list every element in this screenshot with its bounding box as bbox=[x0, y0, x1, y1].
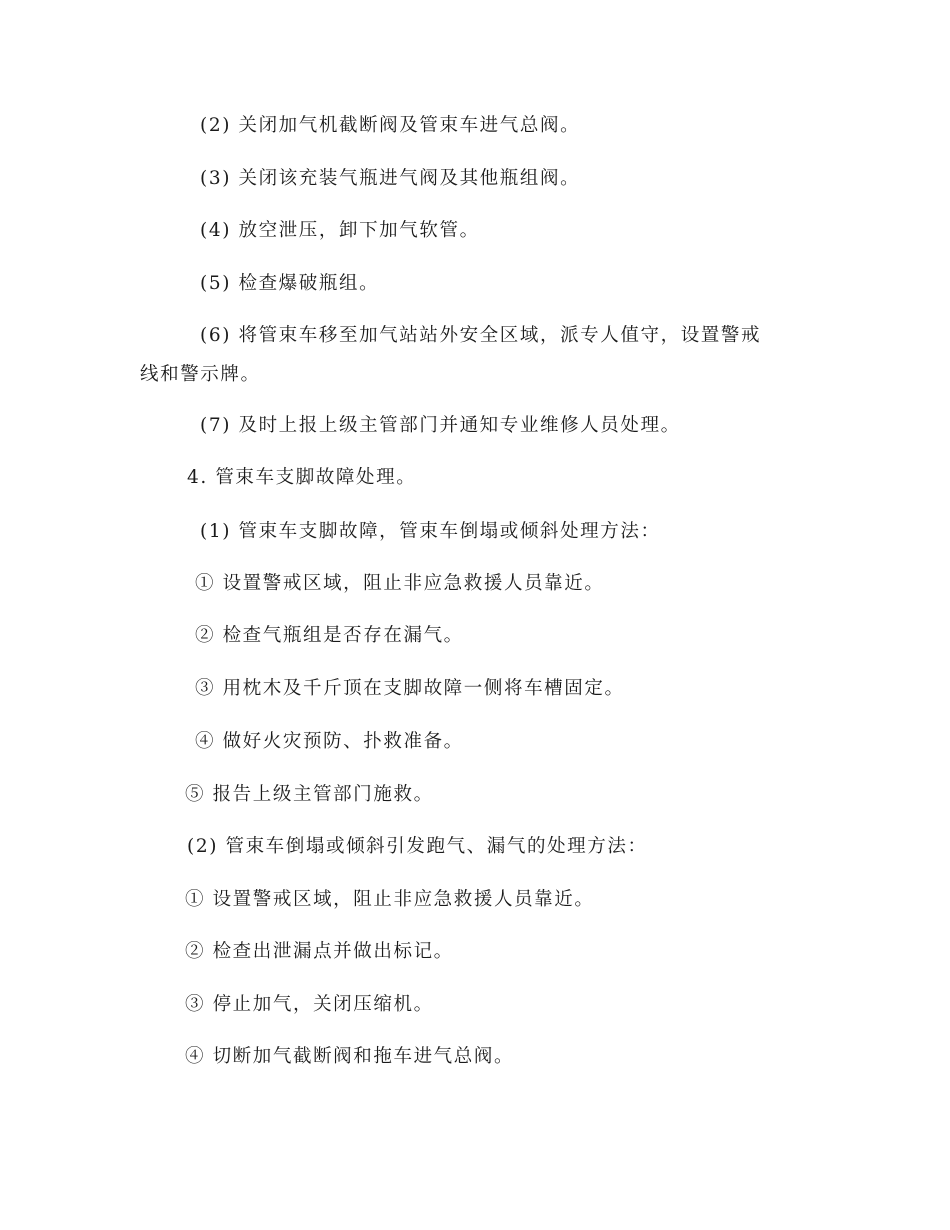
paragraph-step-5-inspect-burst-group: (5) 检查爆破瓶组。 bbox=[200, 273, 380, 294]
paragraph-step-7-report: (7) 及时上报上级主管部门并通知专业维修人员处理。 bbox=[200, 415, 681, 436]
paragraph-step-3-close-cylinder-valves: (3) 关闭该充装气瓶进气阀及其他瓶组阀。 bbox=[200, 168, 581, 189]
subsection-1-collapse-handling: (1) 管束车支脚故障，管束车倒塌或倾斜处理方法： bbox=[200, 521, 661, 542]
paragraph-step-6-move-truck: (6) 将管束车移至加气站站外安全区域，派专人值守，设置警戒 bbox=[200, 325, 762, 346]
list-item-2-check-leak: ② 检查气瓶组是否存在漏气。 bbox=[195, 625, 464, 646]
paragraph-step-4-vent-pressure: (4) 放空泄压，卸下加气软管。 bbox=[200, 220, 480, 241]
paragraph-step-6-continuation: 线和警示牌。 bbox=[140, 364, 261, 385]
list-item-4-fire-prevention: ④ 做好火灾预防、扑救准备。 bbox=[195, 731, 464, 752]
subsection-2-leak-handling: (2) 管束车倒塌或倾斜引发跑气、漏气的处理方法： bbox=[187, 836, 648, 857]
paragraph-step-2-close-valves: (2) 关闭加气机截断阀及管束车进气总阀。 bbox=[200, 115, 581, 136]
list-item-3-fix-chassis: ③ 用枕木及千斤顶在支脚故障一侧将车槽固定。 bbox=[195, 678, 625, 699]
list-item-2-mark-leak: ② 检查出泄漏点并做出标记。 bbox=[185, 941, 454, 962]
list-item-4-cut-valves: ④ 切断加气截断阀和拖车进气总阀。 bbox=[185, 1046, 515, 1067]
list-item-5-report-rescue: ⑤ 报告上级主管部门施救。 bbox=[185, 784, 434, 805]
list-item-3-stop-filling: ③ 停止加气，关闭压缩机。 bbox=[185, 994, 434, 1015]
list-item-1-warning-zone: ① 设置警戒区域，阻止非应急救援人员靠近。 bbox=[195, 573, 605, 594]
section-heading-4-outrigger-fault: 4. 管束车支脚故障处理。 bbox=[187, 467, 417, 488]
list-item-1-warning-zone-2: ① 设置警戒区域，阻止非应急救援人员靠近。 bbox=[185, 889, 595, 910]
